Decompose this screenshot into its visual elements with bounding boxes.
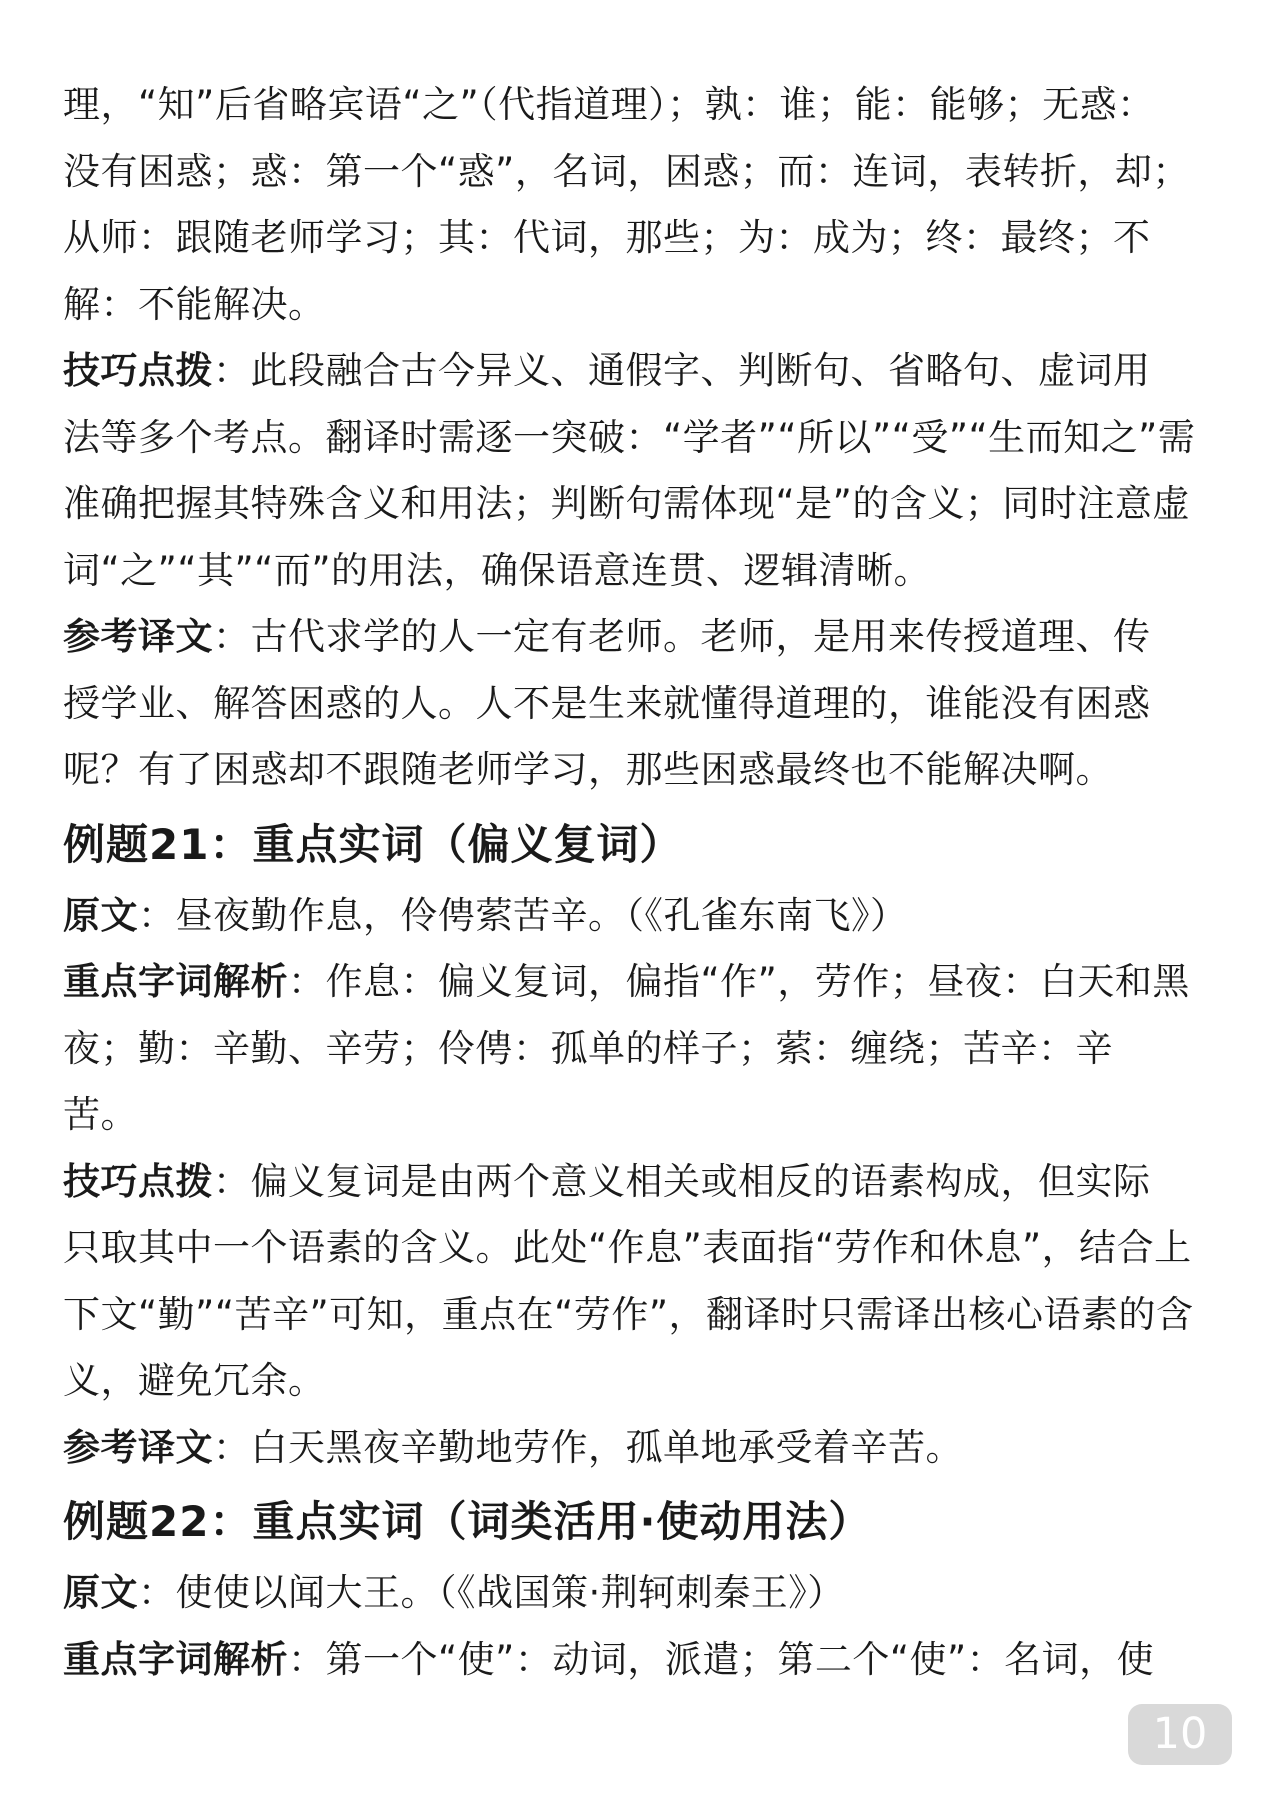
tip-label: 技巧点拨 xyxy=(63,349,213,392)
text-line: 从师：跟随老师学习；其：代词，那些；为：成为；终：最终；不 xyxy=(63,216,1151,259)
source-label: 原文 xyxy=(63,893,138,937)
text-line: 苦。 xyxy=(63,1093,138,1136)
source-label: 原文 xyxy=(63,1571,138,1614)
example-heading: 例题22：重点实词（词类活用·使动用法） xyxy=(63,1497,872,1546)
source-line xyxy=(63,1560,1228,1627)
page-number-badge: 10 xyxy=(1128,1704,1232,1765)
translation-label: 参考译文 xyxy=(63,1425,213,1469)
text-line: 理，“知”后省略宾语“之”（代指道理）；孰：谁；能：能够；无惑： xyxy=(63,83,1155,126)
text-line: 解：不能解决。 xyxy=(63,282,326,326)
translation-text: ：白天黑夜辛勤地劳作，孤单地承受着辛苦。 xyxy=(213,1425,963,1469)
translation-paragraph xyxy=(63,604,1228,671)
translation-label: 参考译文 xyxy=(63,615,213,658)
text-line: 只取其中一个语素的含义。此处“作息”表面指“劳作和休息”，结合上 xyxy=(63,1226,1192,1269)
source-line xyxy=(63,883,1228,950)
analysis-paragraph xyxy=(63,1627,1228,1694)
text-line: 没有困惑；惑：第一个“惑”，名词，困惑；而：连词，表转折，却； xyxy=(63,149,1190,193)
text-line: 义，避免冗余。 xyxy=(63,1359,326,1402)
tip-text: ：此段融合古今异义、通假字、判断句、省略句、虚词用 xyxy=(213,349,1151,392)
text-line: 下文“勤”“苦辛”可知，重点在“劳作”，翻译时只需译出核心语素的含 xyxy=(63,1292,1194,1336)
text-line: 法等多个考点。翻译时需逐一突破：“学者”“所以”“受”“生而知之”需 xyxy=(63,415,1196,459)
text-line: 呢？有了困惑却不跟随老师学习，那些困惑最终也不能解决啊。 xyxy=(63,748,1113,791)
example-heading: 例题21：重点实词（偏义复词） xyxy=(63,819,683,869)
translation-text: ：古代求学的人一定有老师。老师，是用来传授道理、传 xyxy=(213,615,1151,658)
tip-text: ：偏义复词是由两个意义相关或相反的语素构成，但实际 xyxy=(213,1159,1151,1203)
translation-paragraph xyxy=(63,1415,1228,1482)
source-text: ：昼夜勤作息，伶俜萦苦辛。（《孔雀东南飞》） xyxy=(138,893,908,937)
text-line: 授学业、解答困惑的人。人不是生来就懂得道理的，谁能没有困惑 xyxy=(63,681,1151,725)
analysis-label: 重点字词解析 xyxy=(63,1637,288,1681)
analysis-label: 重点字词解析 xyxy=(63,960,288,1003)
text-line: 夜；勤：辛勤、辛劳；伶俜：孤单的样子；萦：缠绕；苦辛：辛 xyxy=(63,1026,1113,1070)
text-line: 词“之”“其”“而”的用法，确保语意连贯、逻辑清晰。 xyxy=(63,548,932,592)
tip-paragraph xyxy=(63,1149,1228,1216)
document-body xyxy=(63,72,1228,1693)
tip-label: 技巧点拨 xyxy=(63,1159,213,1203)
text-line: 准确把握其特殊含义和用法；判断句需体现“是”的含义；同时注意虚 xyxy=(63,482,1190,525)
source-text: ：使使以闻大王。（《战国策·荆轲刺秦王》） xyxy=(138,1571,845,1614)
analysis-text: ：第一个“使”：动词，派遣；第二个“使”：名词，使 xyxy=(288,1637,1155,1681)
tip-paragraph xyxy=(63,338,1228,405)
analysis-paragraph xyxy=(63,949,1228,1016)
analysis-text: ：作息：偏义复词，偏指“作”，劳作；昼夜：白天和黑 xyxy=(288,960,1190,1003)
